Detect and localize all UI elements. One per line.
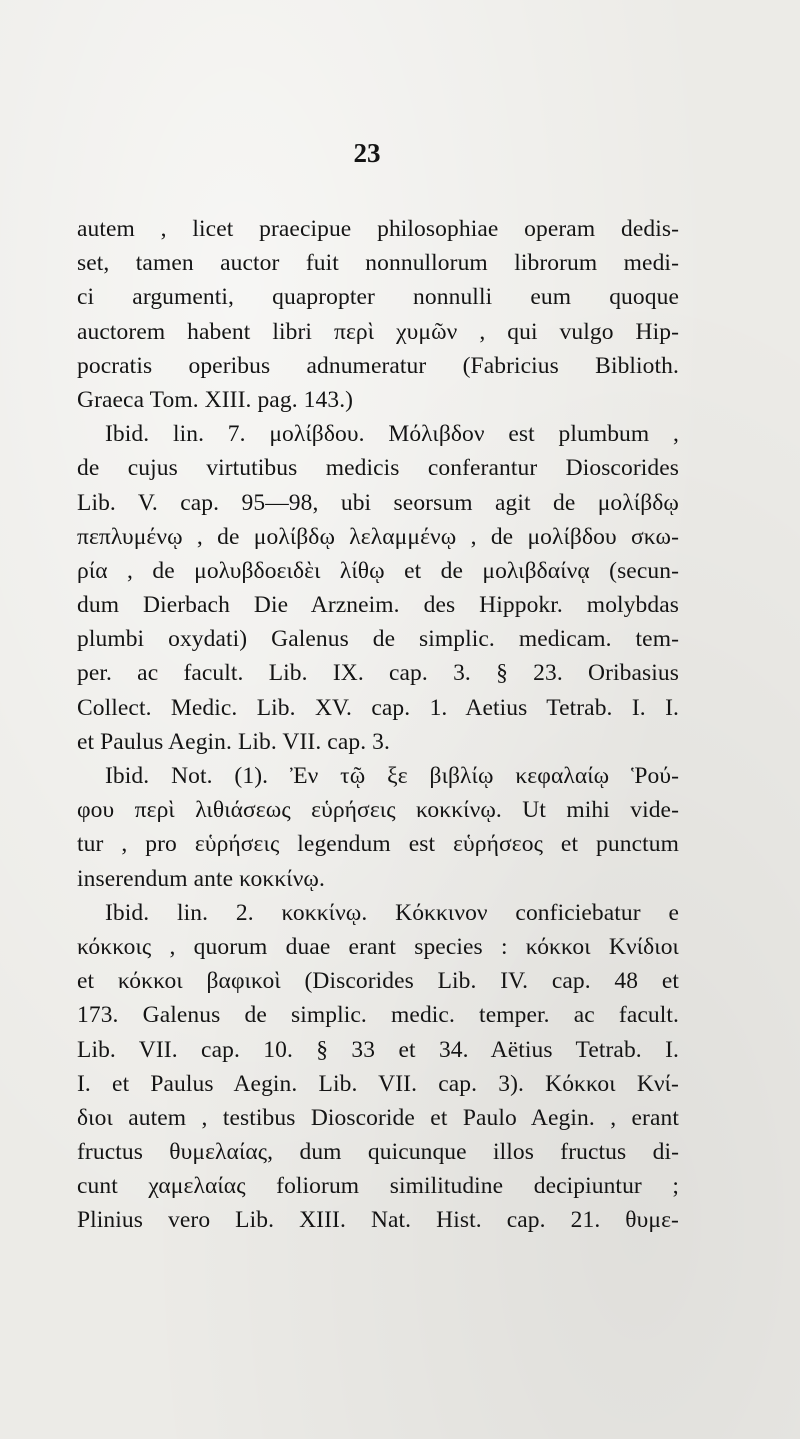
text-line: set, tamen auctor fuit nonnullorum librorum medi- [77,250,679,277]
text-line: cunt χαμελαίας foliorum similitudine decipiuntur ; [77,1173,679,1200]
text-line: pocratis operibus adnumeratur (Fabricius Biblioth. [77,352,679,379]
text-line: ci argumenti, quapropter nonnulli eum quoque [77,284,679,311]
text-line: διοι autem , testibus Dioscoride et Paulo Aegin. , erant [77,1104,679,1131]
text-line: fructus θυμελαίας, dum quicunque illos fructus di- [77,1139,679,1166]
text-line: et Paulus Aegin. Lib. VII. cap. 3. [77,728,390,755]
text-line: Graeca Tom. XIII. pag. 143.) [77,386,354,413]
text-line: dum Dierbach Die Arzneim. des Hippokr. molybdas [77,592,679,619]
text-line: tur , pro εὑρήσεις legendum est εὑρήσεος et punctum [77,831,679,858]
text-line: auctorem habent libri περὶ χυμῶν , qui vulgo Hip- [77,318,679,345]
text-line: Lib. V. cap. 95—98, ubi seorsum agit de μολίβδῳ [77,489,679,516]
text-line: Collect. Medic. Lib. XV. cap. 1. Aetius Tetrab. I. I. [77,694,679,721]
text-line: plumbi oxydati) Galenus de simplic. medicam. tem- [77,626,679,653]
text-line: I. et Paulus Aegin. Lib. VII. cap. 3). Κόκκοι Κνί- [77,1070,679,1097]
page-number: 23 [353,138,381,168]
text-line: πεπλυμένῳ , de μολίβδῳ λελαμμένῳ , de μολίβδου σκω- [77,523,679,550]
text-line: autem , licet praecipue philosophiae operam dedis- [77,216,679,242]
text-line: 173. Galenus de simplic. medic. temper. ac facult. [77,1002,679,1029]
text-line: Ibid. Not. (1). Ἐν τῷ ξε βιβλίῳ κεφαλαίῳ Ῥού- [105,763,679,789]
body-text [77,212,679,1238]
text-line: inserendum ante κοκκίνῳ. [77,865,325,892]
text-line: Lib. VII. cap. 10. § 33 et 34. Aëtius Tetrab. I. [77,1036,679,1063]
text-line: ρία , de μολυβδοειδὲι λίθῳ et de μολιβδαίνᾳ (secun- [77,557,679,584]
text-line: Ibid. lin. 2. κοκκίνῳ. Κόκκινον conficiebatur e [105,899,679,926]
text-line: Plinius vero Lib. XIII. Nat. Hist. cap. 21. θυμε- [77,1207,679,1234]
text-line: de cujus virtutibus medicis conferantur Dioscorides [77,455,679,482]
text-line: per. ac facult. Lib. IX. cap. 3. § 23. Oribasius [77,660,679,687]
text-line: κόκκοις , quorum duae erant species : κόκκοι Κνίδιοι [77,933,679,960]
text-line: Ibid. lin. 7. μολίβδου. Μόλιβδον est plumbum , [105,421,679,448]
text-line: φου περὶ λιθιάσεως εὑρήσεις κοκκίνῳ. Ut mihi vide- [77,797,679,824]
text-line: et κόκκοι βαφικοὶ (Discorides Lib. IV. cap. 48 et [77,968,679,995]
